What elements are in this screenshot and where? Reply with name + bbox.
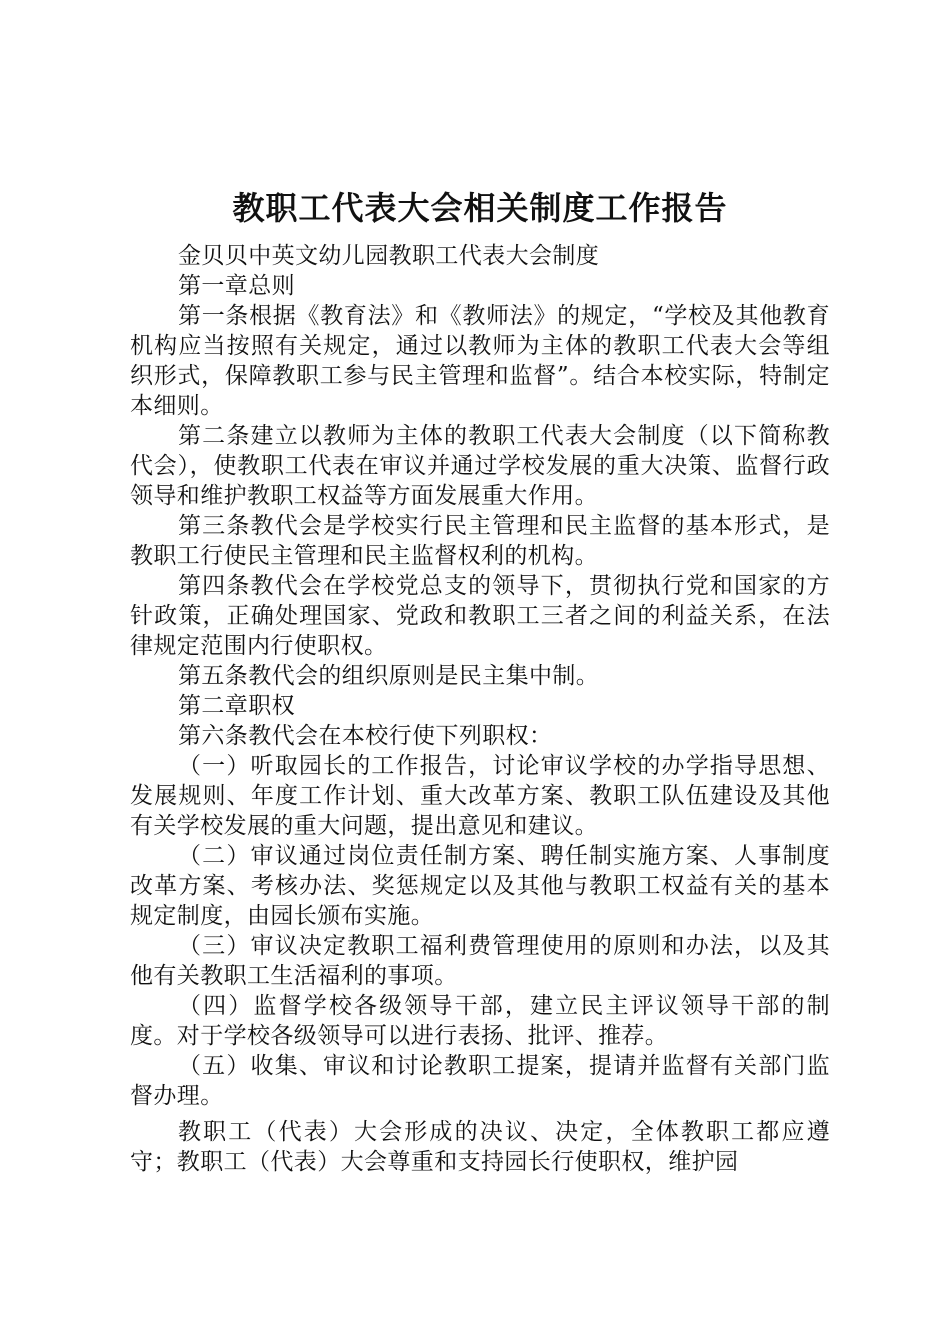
article-paragraph: 第二条建立以教师为主体的教职工代表大会制度（以下简称教代会），使教职工代表在审议并通过学校发展的重大决策、监督行政领导和维护教职工权益等方面发展重大作用。 xyxy=(130,423,830,509)
article-paragraph: 第六条教代会在本校行使下列职权： xyxy=(178,723,553,749)
chapter-heading: 第二章职权 xyxy=(178,693,295,719)
subtitle-paragraph: 金贝贝中英文幼儿园教职工代表大会制度 xyxy=(178,243,600,269)
article-paragraph: 第一条根据《教育法》和《教师法》的规定，“学校及其他教育机构应当按照有关规定，通过以教师为主体的教职工代表大会等组织形式，保障教职工参与民主管理和监督”。结合本校实际，特制定本细则。 xyxy=(130,303,830,419)
article-paragraph: 第四条教代会在学校党总支的领导下，贯彻执行党和国家的方针政策，正确处理国家、党政和教职工三者之间的利益关系，在法律规定范围内行使职权。 xyxy=(130,573,830,659)
list-item-paragraph: （五）收集、审议和讨论教职工提案，提请并监督有关部门监督办理。 xyxy=(130,1053,830,1109)
document-title: 教职工代表大会相关制度工作报告 xyxy=(232,189,728,227)
list-item-paragraph: （四）监督学校各级领导干部，建立民主评议领导干部的制度。对于学校各级领导可以进行表扬、批评、推荐。 xyxy=(130,993,830,1049)
article-paragraph: 第三条教代会是学校实行民主管理和民主监督的基本形式，是教职工行使民主管理和民主监督权利的机构。 xyxy=(130,513,830,569)
list-item-paragraph: （一）听取园长的工作报告，讨论审议学校的办学指导思想、发展规则、年度工作计划、重大改革方案、教职工队伍建设及其他有关学校发展的重大问题，提出意见和建议。 xyxy=(130,753,830,839)
document-page xyxy=(130,183,830,1177)
article-paragraph: 第五条教代会的组织原则是民主集中制。 xyxy=(178,663,600,689)
chapter-heading: 第一章总则 xyxy=(178,273,295,299)
list-item-paragraph: （三）审议决定教职工福利费管理使用的原则和办法，以及其他有关教职工生活福利的事项。 xyxy=(130,933,830,989)
list-item-paragraph: （二）审议通过岗位责任制方案、聘任制实施方案、人事制度改革方案、考核办法、奖惩规定以及其他与教职工权益有关的基本规定制度，由园长颁布实施。 xyxy=(130,843,830,929)
body-paragraph: 教职工（代表）大会形成的决议、决定，全体教职工都应遵守；教职工（代表）大会尊重和支持园长行使职权，维护园 xyxy=(130,1119,830,1175)
